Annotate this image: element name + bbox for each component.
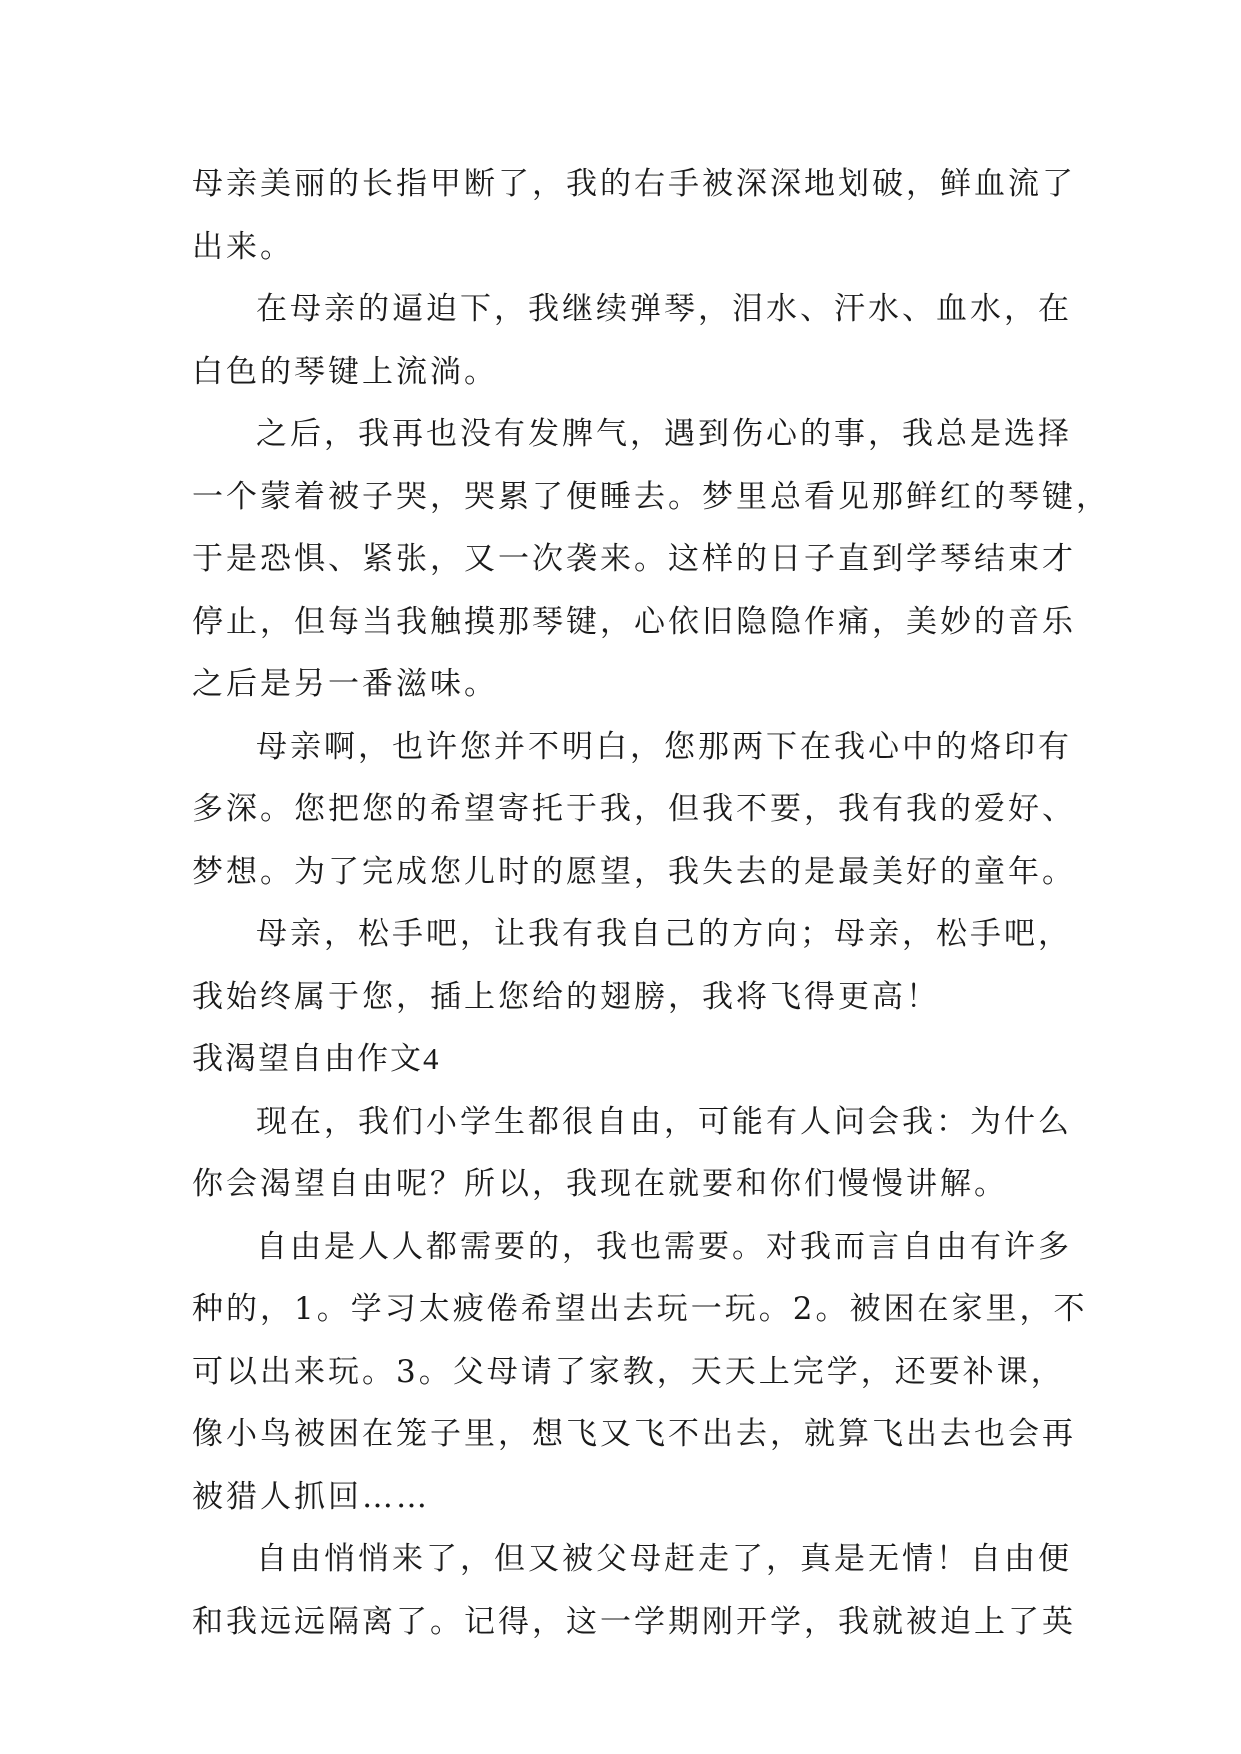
text-line: 一个蒙着被子哭，哭累了便睡去。梦里总看见那鲜红的琴键， bbox=[192, 478, 1110, 515]
text-line: 和我远远隔离了。记得，这一学期刚开学，我就被迫上了英 bbox=[192, 1603, 1076, 1640]
text-line: 母亲啊，也许您并不明白，您那两下在我心中的烙印有 bbox=[256, 728, 1072, 765]
text-line: 之后，我再也没有发脾气，遇到伤心的事，我总是选择 bbox=[256, 416, 1072, 452]
text-line: 停止，但每当我触摸那琴键，心依旧隐隐作痛，美妙的音乐 bbox=[192, 603, 1076, 640]
heading-line: 我渴望自由作文4 bbox=[192, 1041, 441, 1076]
text-line: 自由悄悄来了，但又被父母赶走了，真是无情！自由便 bbox=[256, 1541, 1072, 1577]
text-line: 梦想。为了完成您儿时的愿望，我失去的是最美好的童年。 bbox=[192, 853, 1076, 890]
text-line: 白色的琴键上流淌。 bbox=[192, 353, 498, 390]
text-line: 可以出来玩。3。父母请了家教，天天上完学，还要补课， bbox=[192, 1353, 1065, 1390]
paragraph-4 bbox=[192, 716, 1076, 904]
text-line: 自由是人人都需要的，我也需要。对我而言自由有许多 bbox=[256, 1228, 1072, 1265]
text-line: 之后是另一番滋味。 bbox=[192, 666, 498, 702]
text-line: 母亲，松手吧，让我有我自己的方向；母亲，松手吧， bbox=[256, 916, 1072, 952]
text-line: 母亲美丽的长指甲断了，我的右手被深深地划破，鲜血流了 bbox=[192, 166, 1076, 202]
paragraph-8 bbox=[192, 1528, 1076, 1653]
text-line: 种的，1。学习太疲倦希望出去玩一玩。2。被困在家里，不 bbox=[192, 1291, 1088, 1327]
text-line: 被猎人抓回…… bbox=[192, 1478, 430, 1515]
text-line: 多深。您把您的希望寄托于我，但我不要，我有我的爱好、 bbox=[192, 791, 1076, 827]
paragraph-3 bbox=[192, 403, 1110, 716]
text-line: 我始终属于您，插上您给的翅膀，我将飞得更高！ bbox=[192, 978, 940, 1015]
text-line: 在母亲的逼迫下，我继续弹琴，泪水、汗水、血水，在 bbox=[256, 291, 1072, 327]
text-line: 出来。 bbox=[192, 228, 294, 265]
text-line: 于是恐惧、紧张，又一次袭来。这样的日子直到学琴结束才 bbox=[192, 541, 1076, 577]
paragraph-7 bbox=[192, 1216, 1088, 1529]
paragraph-5 bbox=[192, 903, 1072, 1028]
paragraph-2 bbox=[192, 278, 1072, 403]
text-line: 现在，我们小学生都很自由，可能有人问会我：为什么 bbox=[256, 1103, 1072, 1140]
paragraph-1 bbox=[192, 153, 1076, 278]
paragraph-6 bbox=[192, 1091, 1072, 1216]
document-page bbox=[192, 153, 1110, 1653]
text-line: 像小鸟被困在笼子里，想飞又飞不出去，就算飞出去也会再 bbox=[192, 1416, 1076, 1452]
text-line: 你会渴望自由呢？所以，我现在就要和你们慢慢讲解。 bbox=[192, 1166, 1008, 1202]
section-heading bbox=[192, 1028, 1062, 1091]
